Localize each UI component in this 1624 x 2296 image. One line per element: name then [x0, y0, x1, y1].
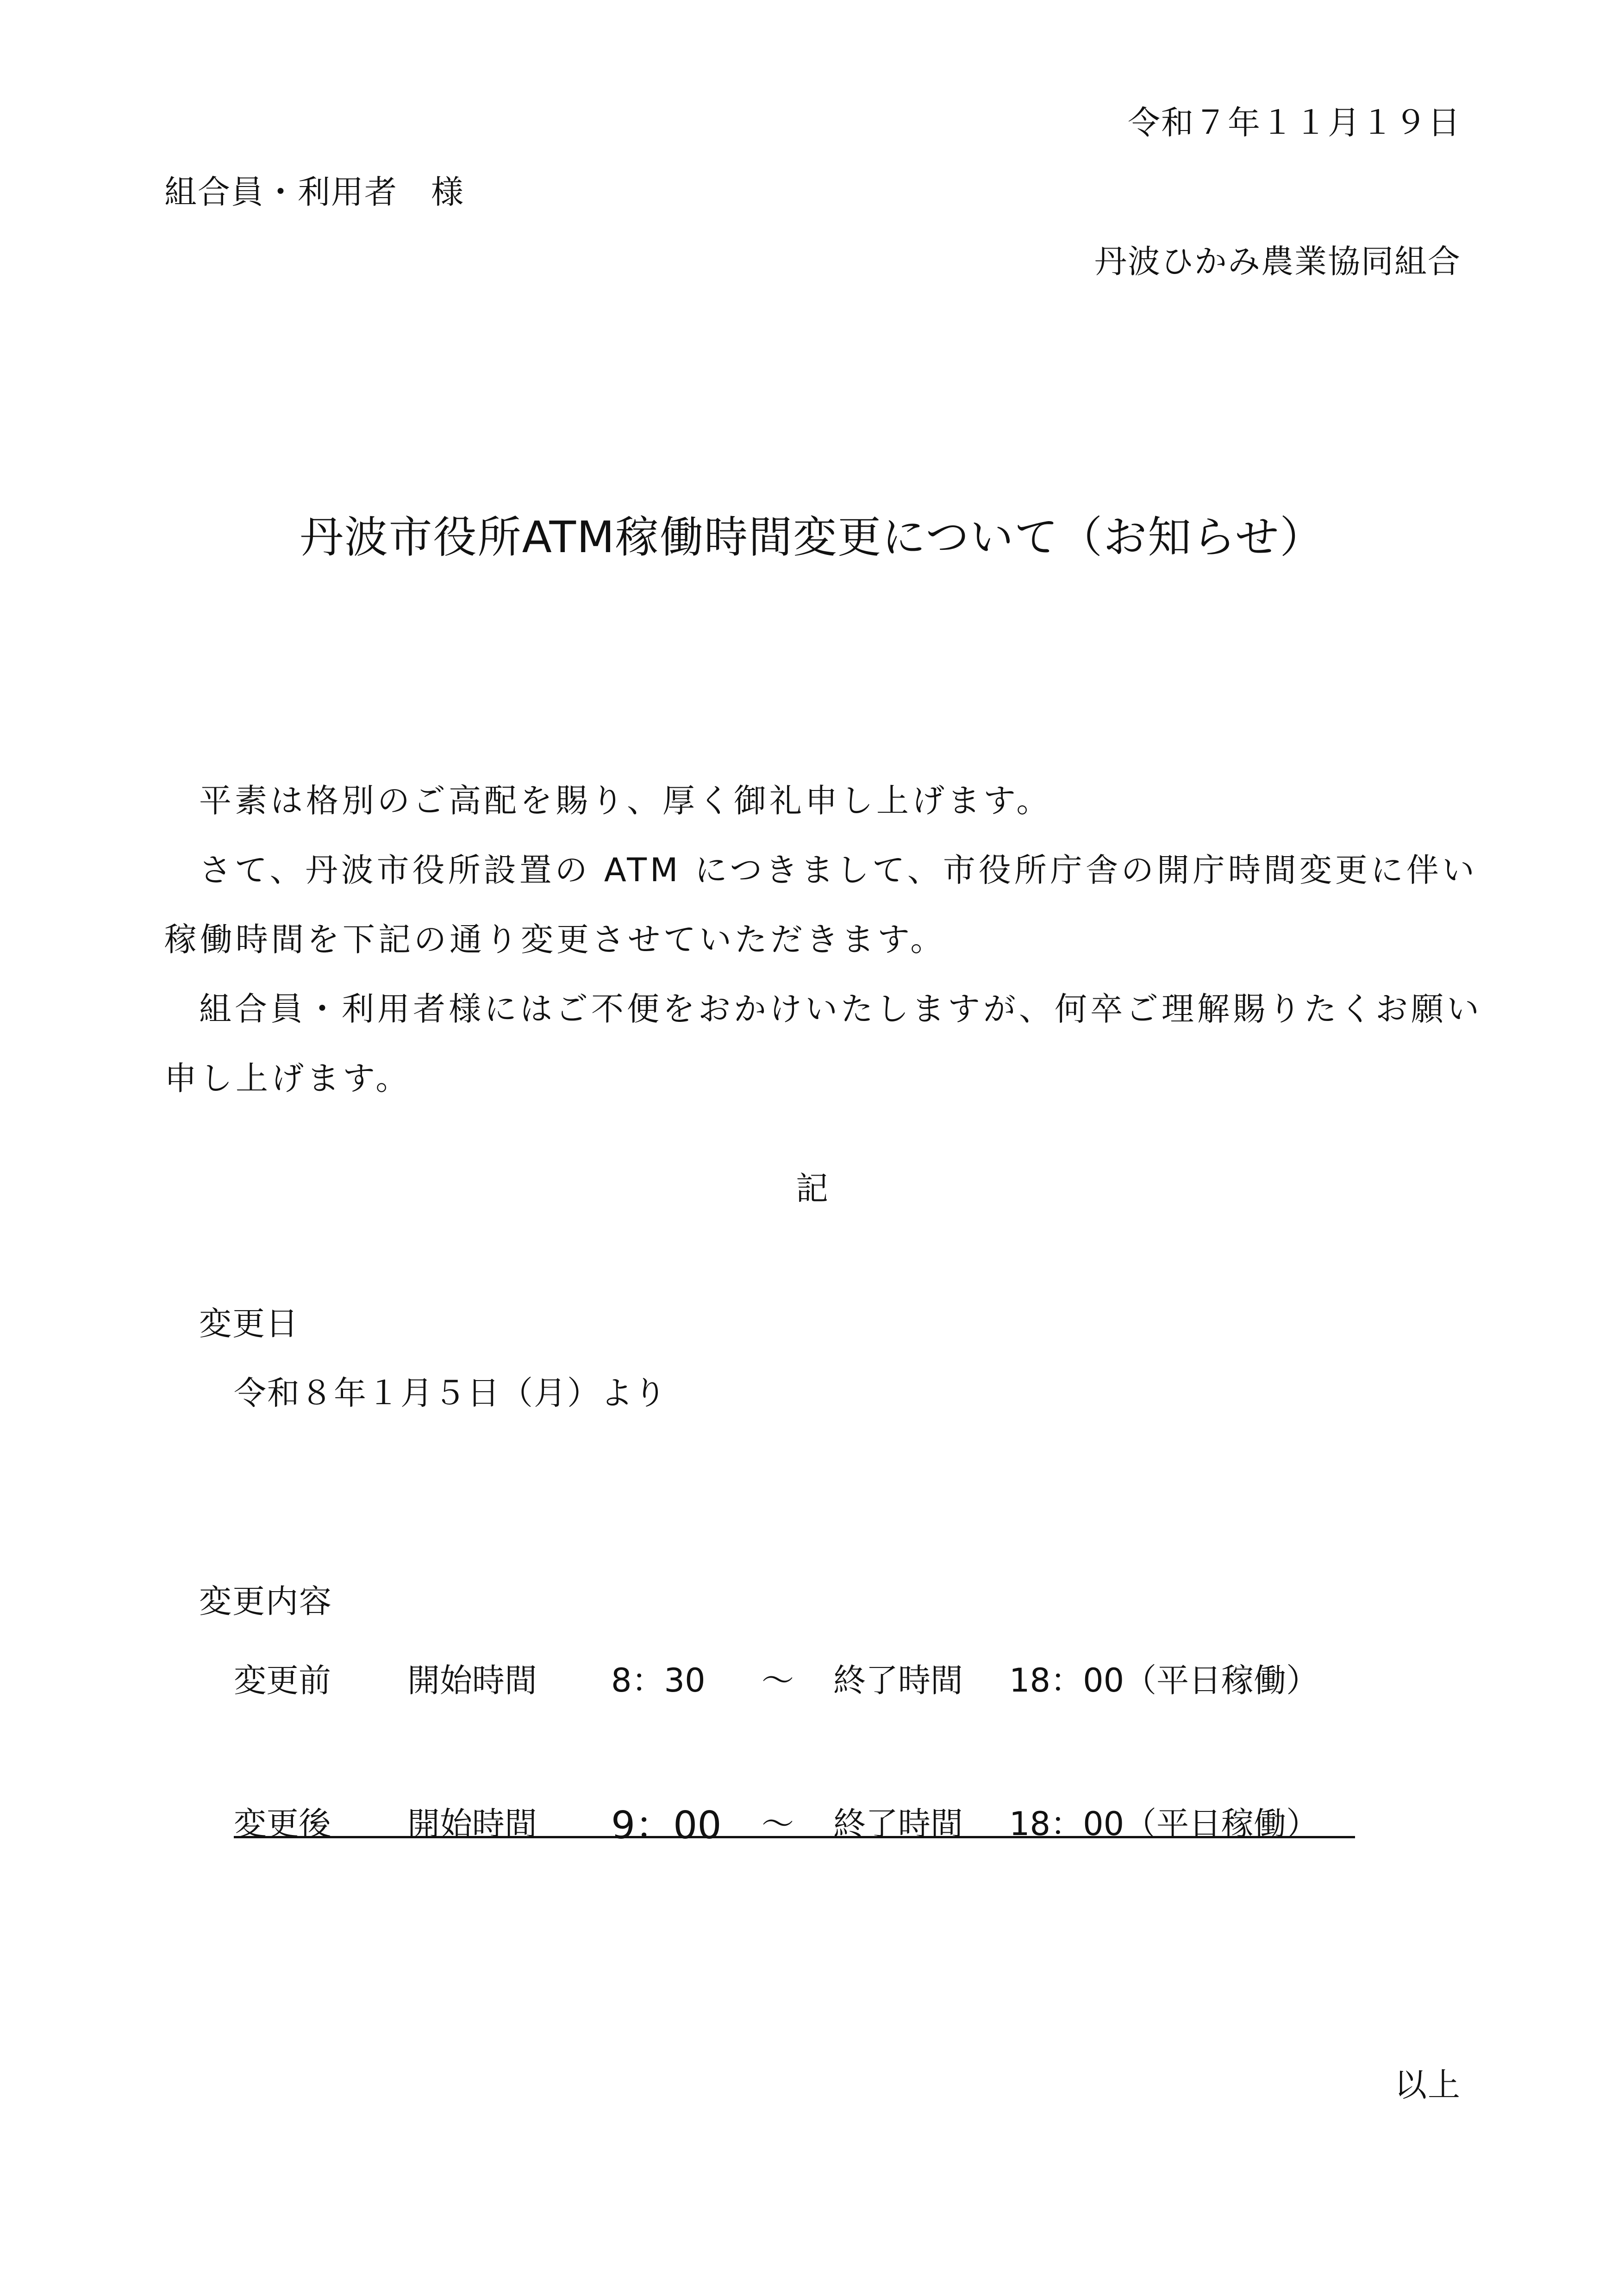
document-date: 令和７年１１月１９日 [1128, 104, 1461, 142]
after-start-time: 9：00 [611, 1804, 722, 1848]
addressee: 組合員・利用者 様 [164, 173, 464, 211]
ki-heading: 記 [796, 1170, 828, 1207]
before-start-time: 8：30 [611, 1661, 706, 1699]
before-label: 変更前 [234, 1661, 331, 1699]
sender-organization: 丹波ひかみ農業協同組合 [1094, 243, 1461, 280]
after-start-label: 開始時間 [407, 1805, 537, 1843]
body-line-4: 組合員・利用者様にはご不便をおかけいたしますが、何卒ご理解賜りたくお願い [199, 990, 1482, 1028]
body-line-2: さて、丹波市役所設置の ATM につきまして、市役所庁舎の開庁時間変更に伴い [199, 851, 1478, 889]
change-date-value: 令和８年１月５日（月）より [234, 1374, 667, 1412]
change-date-label: 変更日 [199, 1305, 299, 1343]
body-line-5: 申し上げます。 [164, 1059, 412, 1097]
before-end-label: 終了時間 [833, 1661, 963, 1699]
before-tilde: ～ [762, 1661, 794, 1699]
before-start-label: 開始時間 [407, 1661, 537, 1699]
after-end-time: 18：00（平日稼働） [1009, 1805, 1319, 1843]
body-line-1: 平素は格別のご高配を賜り、厚く御礼申し上げます。 [199, 782, 1052, 820]
body-line-3: 稼働時間を下記の通り変更させていただきます。 [164, 921, 946, 958]
change-content-label: 変更内容 [199, 1582, 332, 1620]
after-label: 変更後 [234, 1805, 331, 1843]
document-title: 丹波市役所ATM稼働時間変更について（お知らせ） [300, 512, 1324, 563]
closing-word: 以上 [1394, 2066, 1461, 2104]
before-end-time: 18：00（平日稼働） [1009, 1661, 1319, 1699]
after-end-label: 終了時間 [833, 1805, 963, 1843]
after-row-underline [234, 1836, 1355, 1838]
after-tilde: ～ [762, 1805, 794, 1843]
